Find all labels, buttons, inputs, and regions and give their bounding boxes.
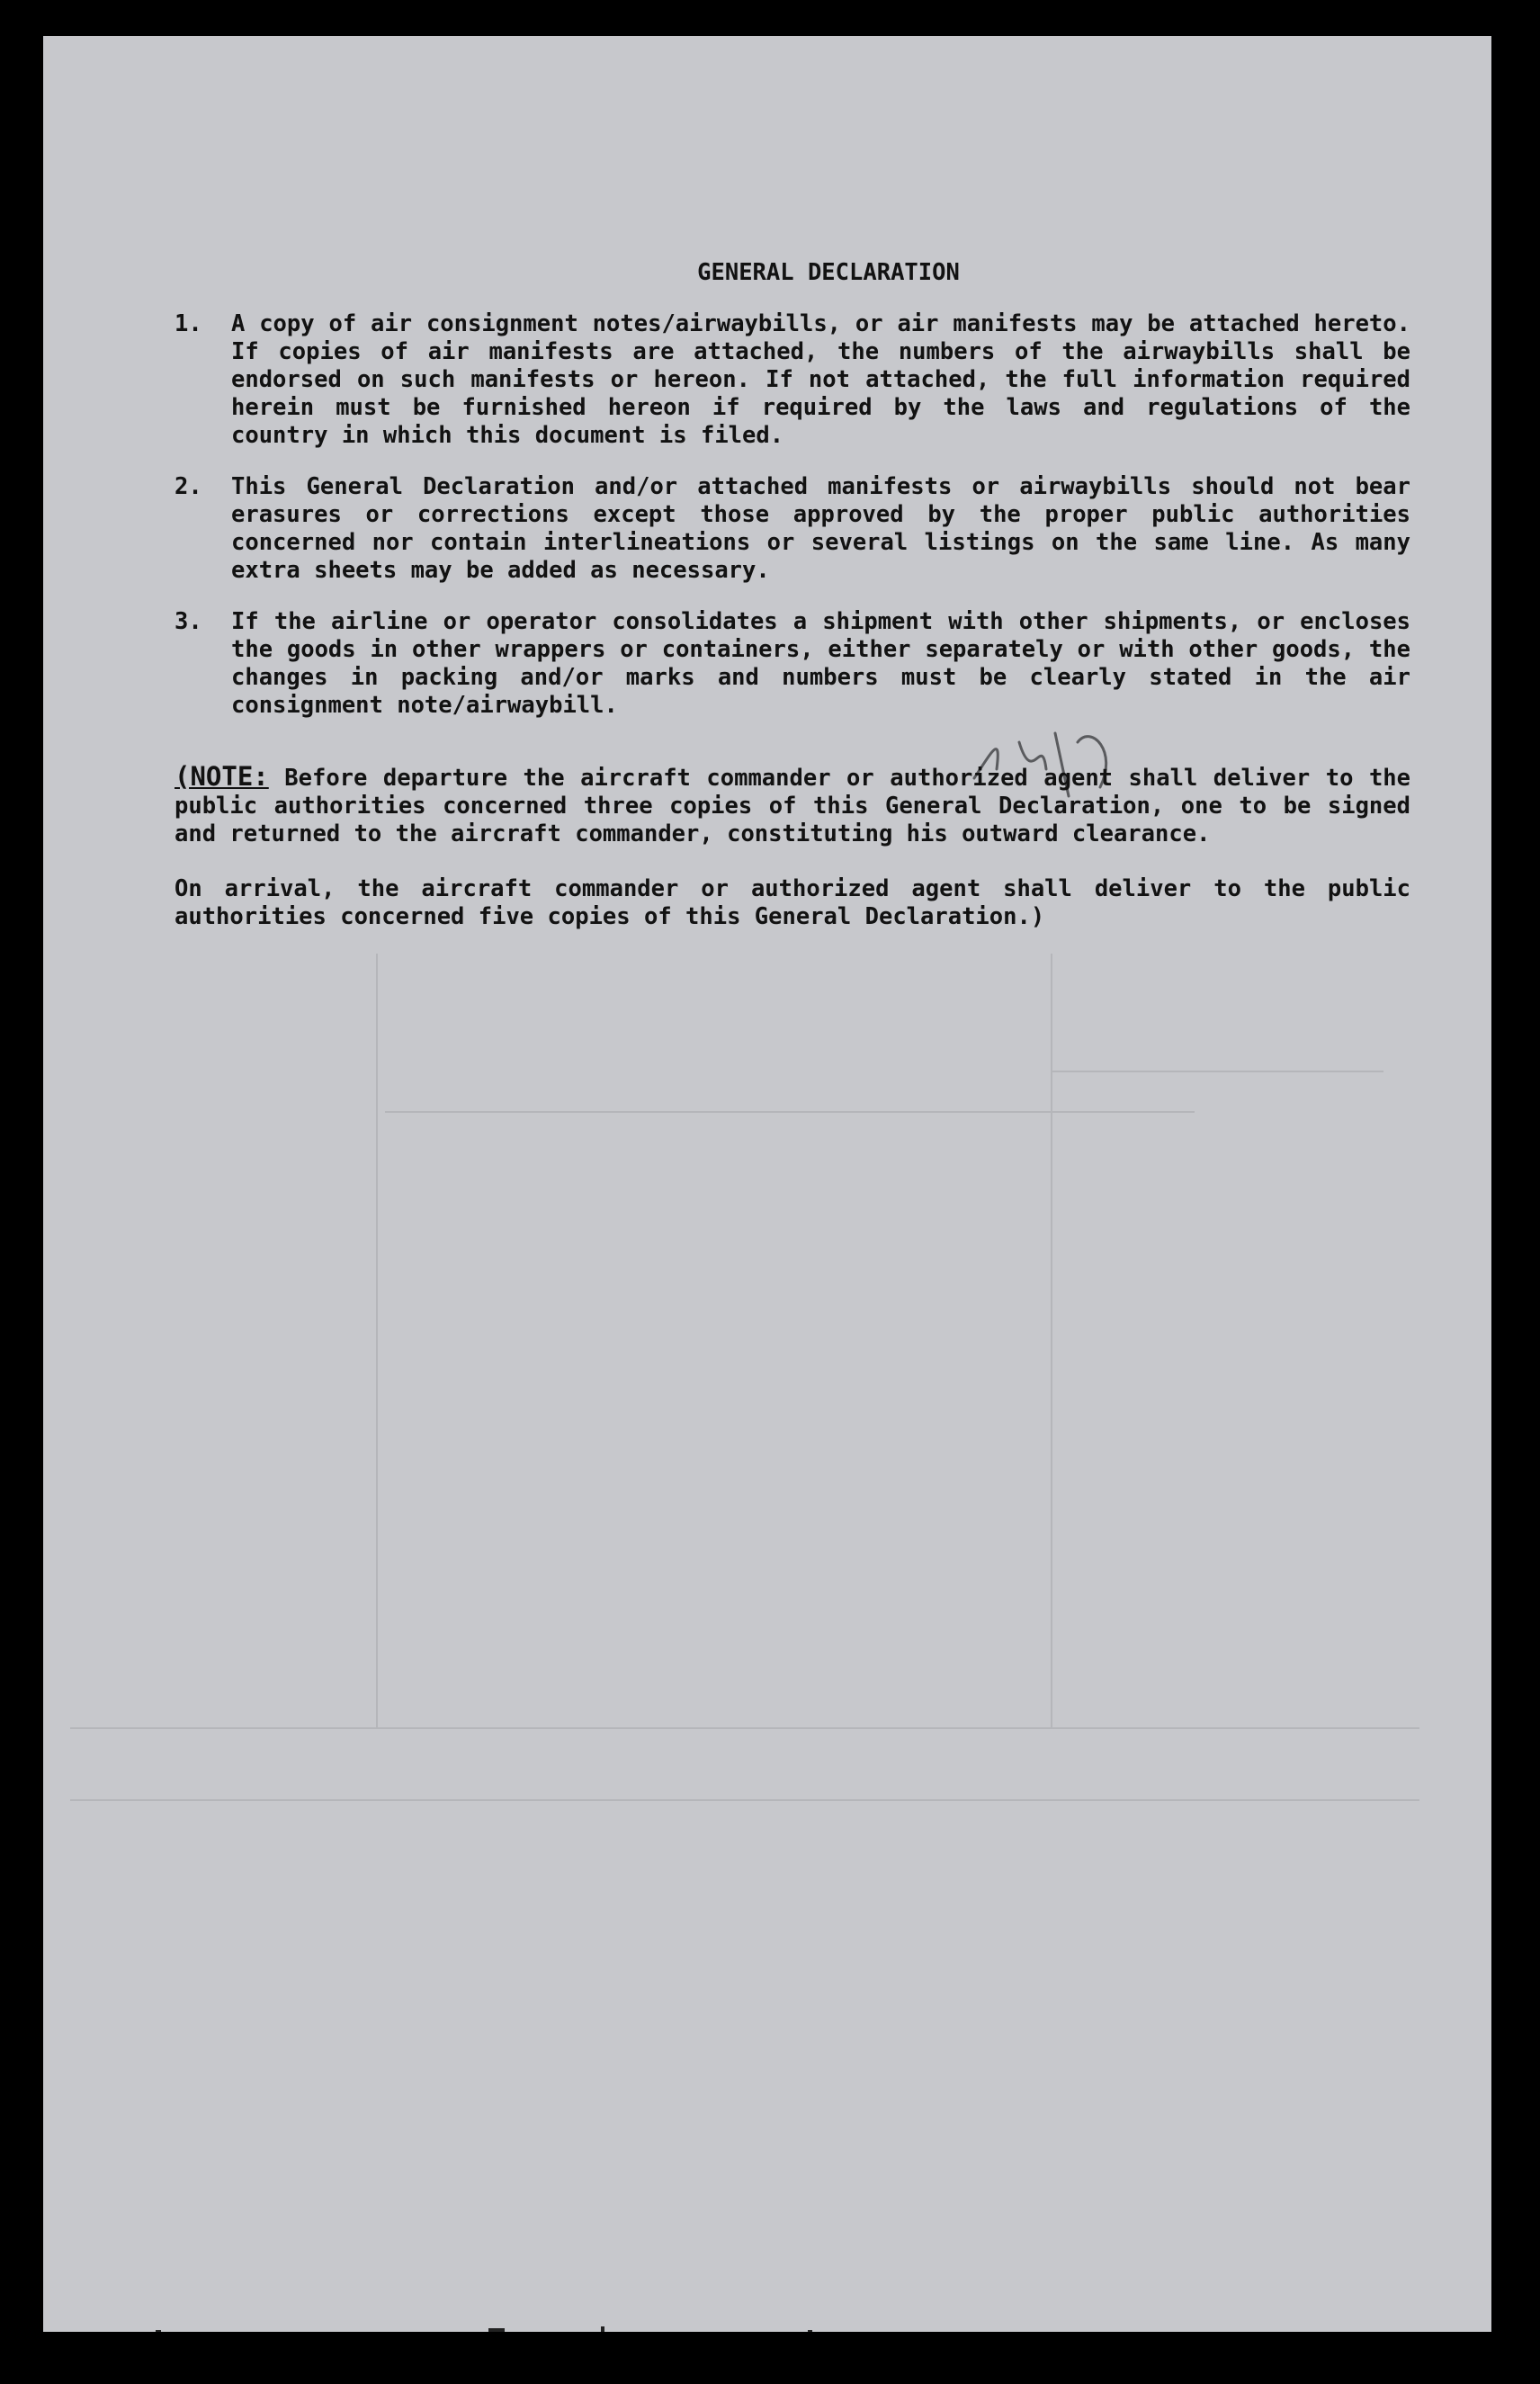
note-paragraph xyxy=(175,763,1410,848)
scan-specks xyxy=(43,2321,1491,2332)
declaration-content xyxy=(175,259,1410,931)
item-number: 2. xyxy=(175,473,202,500)
list-item xyxy=(175,473,1410,585)
bleed-through-line xyxy=(385,1111,1195,1113)
item-number: 3. xyxy=(175,608,202,635)
item-text: If the airline or operator consolidates a shipment with other shipments, or encloses the goods in other wrappers or containers, either separately or with other goods, the changes in packing and/or marks and numbers must be clearly stated in the air consignment note/airwaybill. xyxy=(231,608,1410,719)
bleed-through-line xyxy=(70,1727,1419,1729)
item-text: This General Declaration and/or attached manifests or airwaybills should not bear erasures or corrections except those approved by the proper public authorities concerned nor contain interlineations or several listings on the same line. As many extra sheets may be added as necessary. xyxy=(231,473,1410,584)
list-item xyxy=(175,310,1410,450)
bleed-through-line xyxy=(1051,1071,1383,1072)
item-number: 1. xyxy=(175,310,202,337)
note-label: (NOTE: xyxy=(175,761,269,792)
document-page xyxy=(43,36,1491,2332)
arrival-paragraph: On arrival, the aircraft commander or authorized agent shall deliver to the public authorities concerned five copies of this General Declaration.) xyxy=(175,875,1410,930)
list-item xyxy=(175,608,1410,720)
page-title: GENERAL DECLARATION xyxy=(697,259,960,286)
bleed-through-line xyxy=(376,954,378,1727)
item-text: A copy of air consignment notes/airwaybills, or air manifests may be attached hereto. If copies of air manifests are attached, the numbers of the airwaybills shall be endorsed on such manifests or hereon. If not attached, the full information required herein must be furnished hereon if required by the laws and regulations of the country in which this document is filed. xyxy=(231,310,1410,449)
bleed-through-line xyxy=(1051,954,1052,1727)
note-text: Before departure the aircraft commander or authorized agent shall deliver to the public authorities concerned three copies of this General Declaration, one to be signed and returned to the aircraft commander, constituting his outward clearance. xyxy=(175,765,1410,847)
bleed-through-line xyxy=(70,1799,1419,1801)
